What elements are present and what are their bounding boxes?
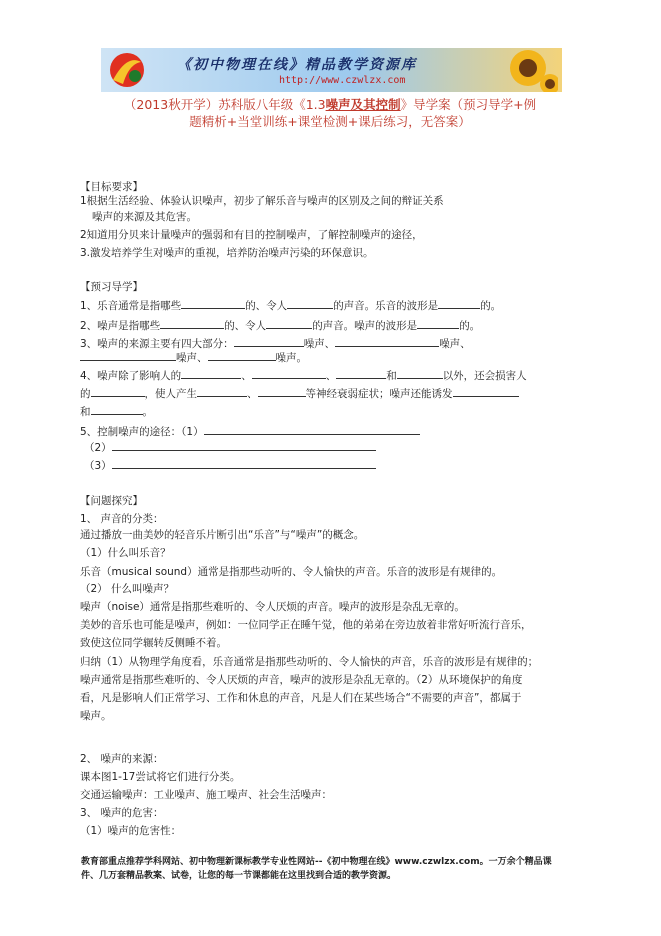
blank[interactable]	[91, 386, 145, 397]
site-banner	[101, 48, 562, 92]
goal-item-1: 1根据生活经验、体验认识噪声，初步了解乐音与噪声的区别及之间的辩证关系	[80, 195, 444, 207]
explore-p2: 致使这位同学辗转反侧睡不着。	[80, 637, 227, 649]
explore-header: 【问题探究】	[80, 495, 143, 507]
blank[interactable]	[160, 318, 224, 329]
site-logo	[105, 50, 149, 90]
explore-q1: （1）什么叫乐音？	[80, 547, 171, 559]
preview-q5: 5、控制噪声的途径：（1）	[80, 424, 420, 439]
blank[interactable]	[112, 440, 376, 451]
preview-q5-2: （2）	[84, 440, 376, 455]
blank[interactable]	[438, 298, 480, 309]
goal-item-2: 2知道用分贝来计量噪声的强弱和有目的控制噪声，了解控制噪声的途径，	[80, 229, 423, 241]
blank[interactable]	[181, 298, 245, 309]
preview-q3: 3、噪声的来源主要有四大部分： 噪声、 噪声、	[80, 338, 471, 350]
blank[interactable]	[208, 350, 276, 361]
preview-q4: 4、噪声除了影响人的 、 、 和 以外，还会损害人	[80, 370, 527, 382]
banner-title: 《初中物理在线》精品教学资源库	[177, 57, 417, 73]
blank[interactable]	[112, 458, 376, 469]
explore-q2: （2） 什么叫噪声？	[80, 583, 175, 595]
blank[interactable]	[80, 350, 176, 361]
footer-line-2: 件、几万套精品教案、试卷，让您的每一节课都能在这里找到合适的教学资源。	[81, 871, 397, 881]
blank[interactable]	[234, 336, 304, 347]
goal-item-1b: 噪声的来源及其危害。	[92, 211, 197, 223]
explore-p5: 看，凡是影响人们正常学习、工作和休息的声音，凡是人们在某些场合“不需要的声音”，都属于	[80, 692, 522, 704]
explore-p1: 美妙的音乐也可能是噪声，例如：一位同学正在睡午觉，他的弟弟在旁边放着非常好听流行音乐，	[80, 619, 532, 631]
explore-p3: 归纳（1）从物理学角度看，乐音通常是指那些动听的、令人愉快的声音，乐音的波形是有规律的；	[80, 656, 539, 668]
preview-q3-cont: 噪声、 噪声。	[80, 350, 307, 365]
explore-s3-a: （1）噪声的危害性：	[80, 825, 182, 837]
explore-a1: 乐音（musical sound）通常是指那些动听的、令人愉快的声音。乐音的波形是有规律的。	[80, 566, 503, 578]
blank[interactable]	[204, 424, 420, 435]
blank[interactable]	[258, 386, 306, 397]
preview-q4-cont2: 和 。	[80, 406, 153, 418]
blank[interactable]	[335, 336, 439, 347]
blank[interactable]	[287, 298, 333, 309]
explore-p4: 噪声通常是指那些难听的、令人厌烦的声音，噪声的波形是杂乱无章的。（2）从环境保护的角度	[80, 674, 523, 686]
footer-line-1: 教育部重点推荐学科网站、初中物理新课标教学专业性网站--《初中物理在线》www.czwlzx.com。一万余个精品课	[81, 857, 552, 867]
title-part2: 》导学案（预习导学+例	[400, 97, 537, 112]
explore-s1-intro: 通过播放一曲美妙的轻音乐片断引出“乐音”与“噪声”的概念。	[80, 529, 365, 541]
explore-s1: 1、 声音的分类：	[80, 513, 164, 525]
sunflower-image	[488, 48, 558, 92]
preview-header: 【预习导学】	[80, 281, 143, 293]
title-line2: 题精析+当堂训练+课堂检测+课后练习，无答案）	[189, 114, 471, 129]
title-highlight: 噪声及其控制	[325, 97, 401, 112]
blank[interactable]	[397, 368, 443, 379]
blank[interactable]	[197, 386, 247, 397]
blank[interactable]	[453, 386, 519, 397]
blank[interactable]	[266, 318, 312, 329]
explore-s2-b: 交通运输噪声：工业噪声、施工噪声、社会生活噪声：	[80, 789, 332, 801]
blank[interactable]	[252, 368, 326, 379]
preview-q2: 2、噪声是指哪些 的、令人 的声音。噪声的波形是 的。	[80, 320, 481, 332]
preview-q4-cont: 的 ，使人产生 、 等神经衰弱症状；噪声还能诱发	[80, 386, 519, 401]
title-part1: （2013秋开学）苏科版八年级《1.3	[123, 97, 326, 112]
explore-p6: 噪声。	[80, 710, 112, 722]
blank[interactable]	[181, 368, 241, 379]
blank[interactable]	[91, 404, 143, 415]
goals-header: 【目标要求】	[80, 181, 143, 193]
explore-s3: 3、 噪声的危害：	[80, 807, 164, 819]
explore-a2: 噪声（noise）通常是指那些难听的、令人厌烦的声音。噪声的波形是杂乱无章的。	[80, 601, 465, 613]
page-footer	[81, 855, 552, 883]
page-title	[80, 96, 580, 130]
preview-q5-3: （3）	[84, 458, 376, 473]
banner-url[interactable]: http://www.czwlzx.com	[279, 75, 406, 86]
preview-q1: 1、乐音通常是指哪些 的、令人 的声音。乐音的波形是 的。	[80, 300, 502, 312]
blank[interactable]	[336, 368, 386, 379]
goal-item-3: 3.激发培养学生对噪声的重视，培养防治噪声污染的环保意识。	[80, 247, 374, 259]
explore-s2: 2、 噪声的来源：	[80, 753, 164, 765]
blank[interactable]	[417, 318, 459, 329]
explore-s2-a: 课本图1-17尝试将它们进行分类。	[80, 771, 241, 783]
